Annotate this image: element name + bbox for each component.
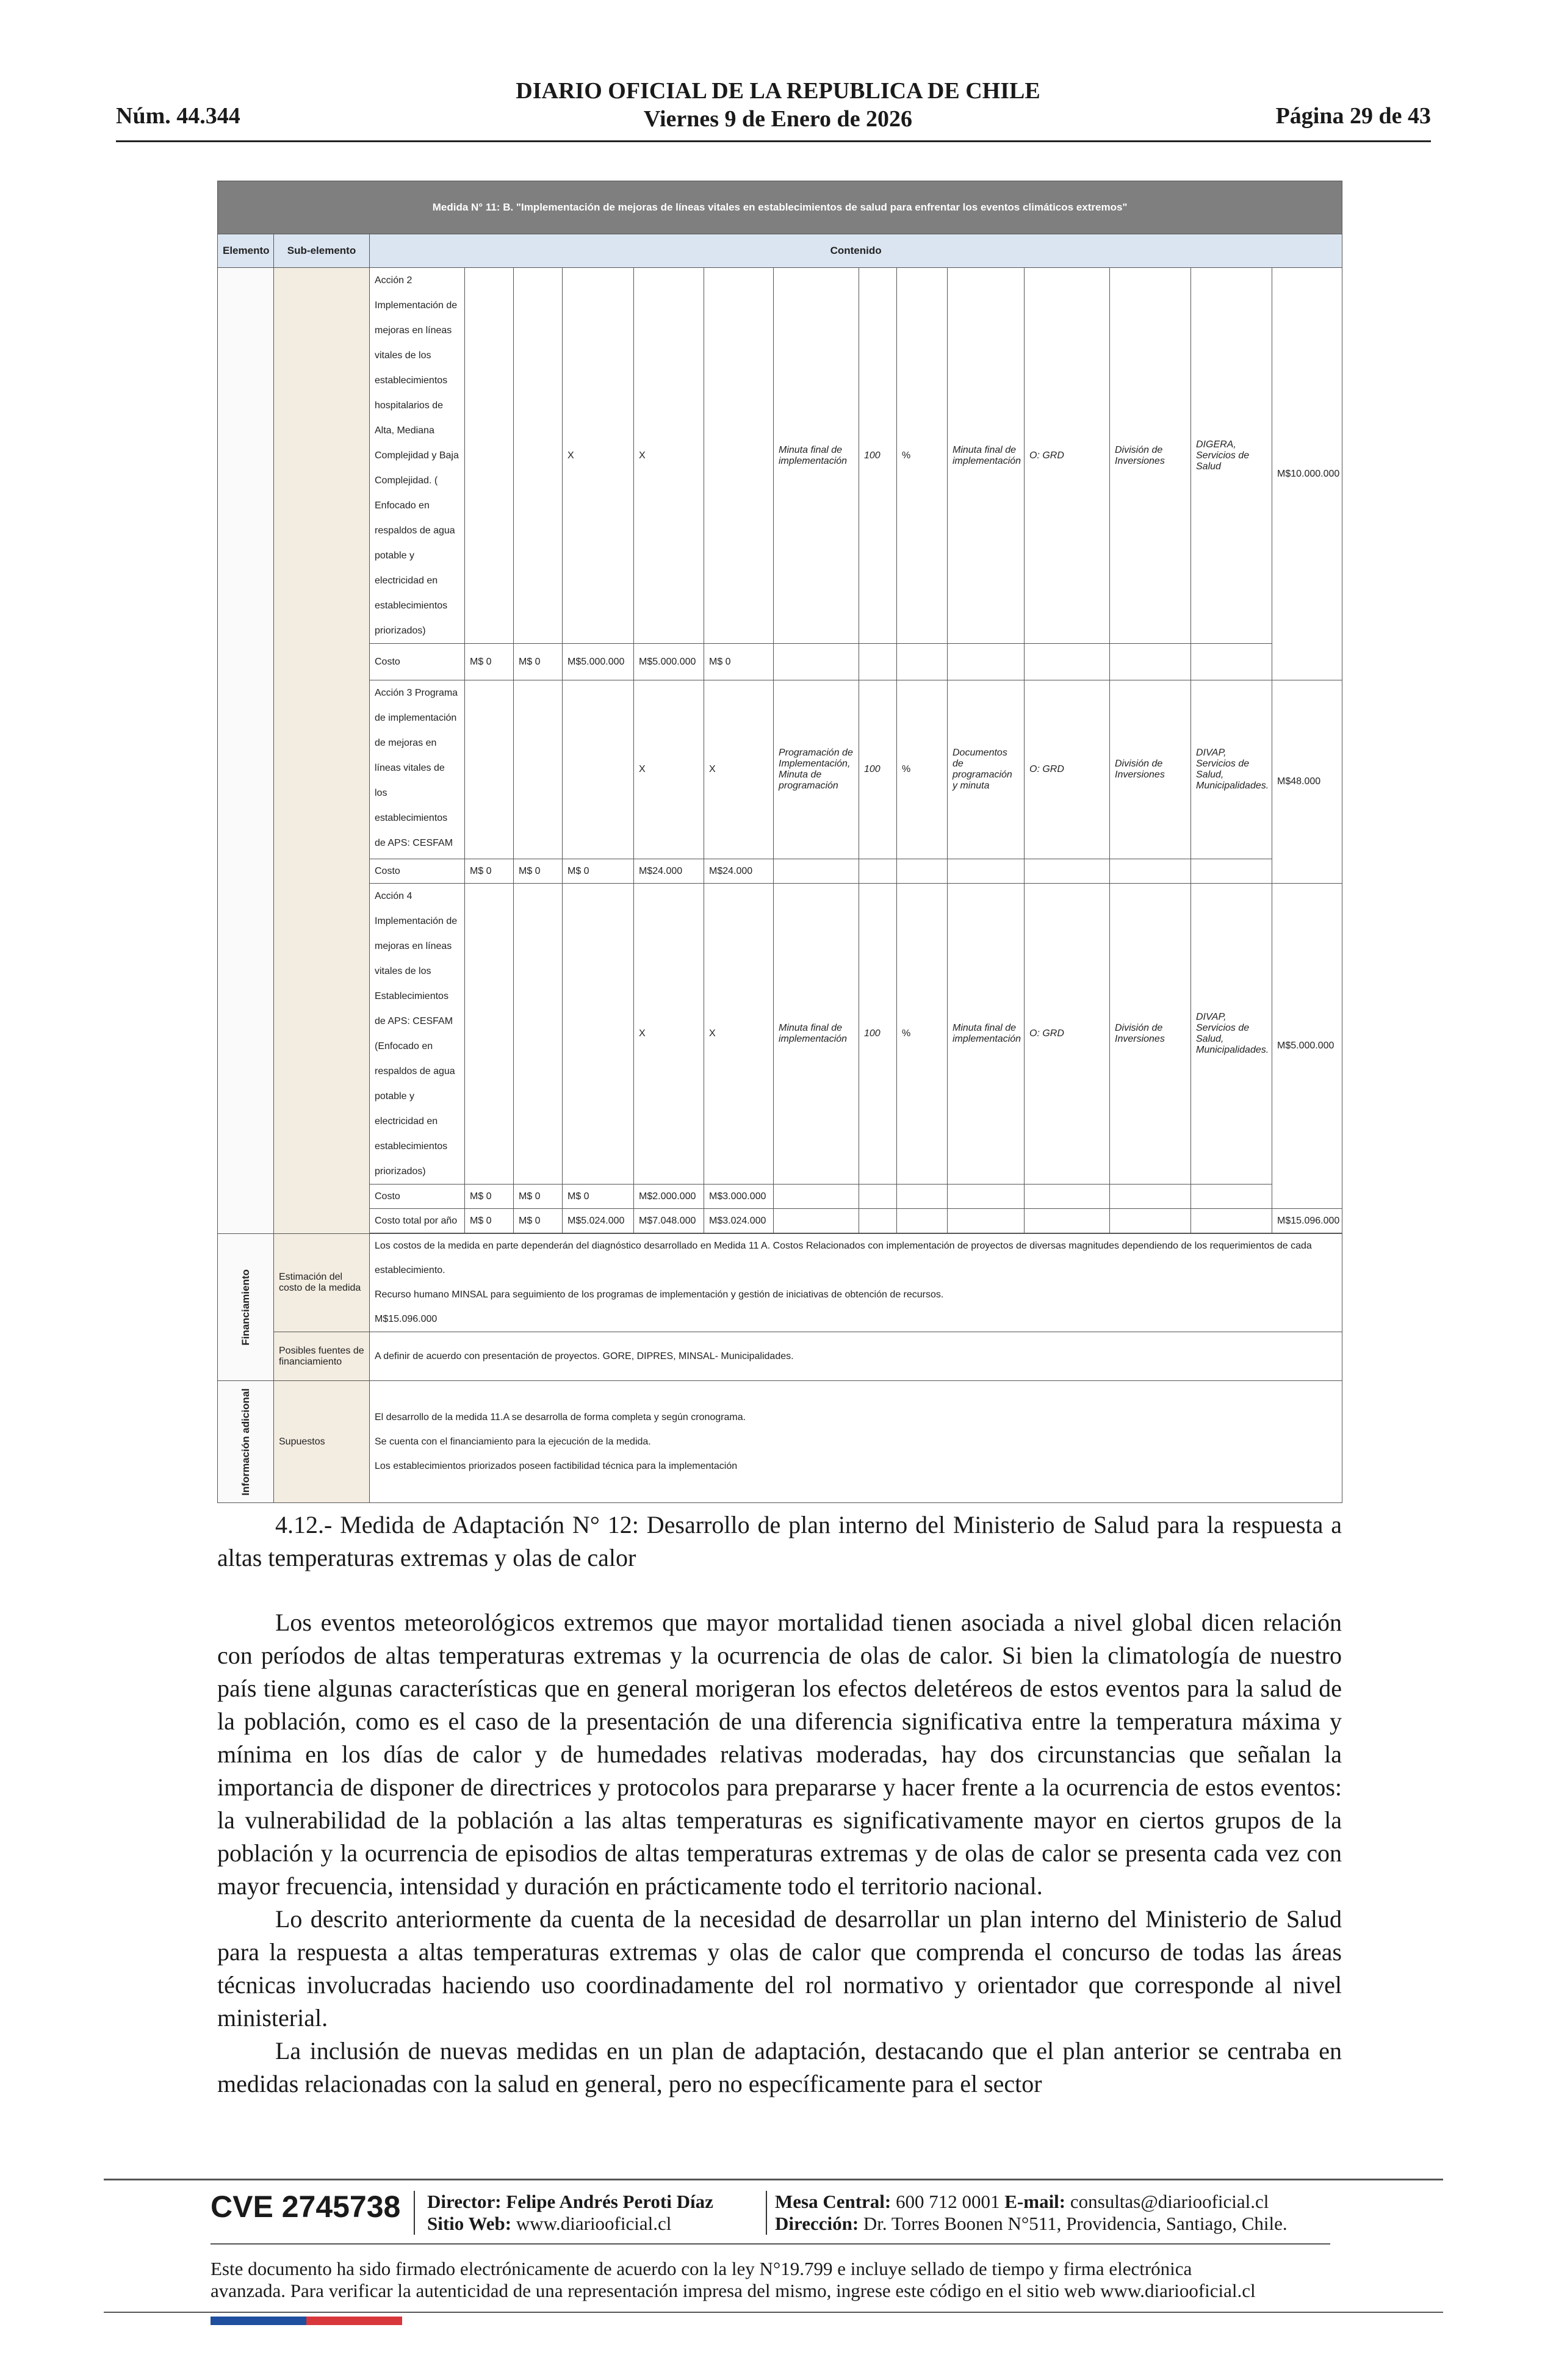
col-contenido: Contenido xyxy=(370,234,1342,268)
director-label: Director: xyxy=(427,2191,502,2212)
email-link[interactable]: consultas@diariooficial.cl xyxy=(1070,2191,1269,2212)
table-row xyxy=(218,859,1342,884)
issue-number: Núm. 44.344 xyxy=(116,103,240,129)
table-row xyxy=(218,1234,1342,1332)
entities: DIVAP, Servicios de Salud, Municipalidades. xyxy=(1191,680,1272,859)
financiamiento-cell xyxy=(218,1234,274,1381)
cost-cell: M$ 0 xyxy=(465,644,514,680)
footer-divider xyxy=(104,2312,1443,2313)
indicator: Minuta final de implementación xyxy=(774,268,859,644)
indicator: Minuta final de implementación xyxy=(774,884,859,1185)
supuesto-line: Se cuenta con el financiamiento para la ejecución de la medida. xyxy=(375,1436,651,1447)
estimacion-text: Los costos de la medida en parte dependerán del diagnóstico desarrollado en Medida 11 A. Costos Relacionados con implementación de proyectos de diversas magnitudes dependiendo de los requerimientos de cada establecimiento. xyxy=(375,1241,1312,1275)
cost-cell: M$ 0 xyxy=(563,1185,634,1209)
year-cell xyxy=(514,884,563,1185)
grand-total: M$15.096.000 xyxy=(1272,1209,1342,1233)
target: 100 xyxy=(859,268,897,644)
total-cell: M$ 0 xyxy=(514,1209,563,1233)
entities: DIGERA, Servicios de Salud xyxy=(1191,268,1272,644)
estimacion-text: Recurso humano MINSAL para seguimiento de los programas de implementación y gestión de iniciativas de obtención de recursos. xyxy=(375,1289,944,1300)
elemento-empty xyxy=(218,268,274,1234)
table-title: Medida N° 11: B. "Implementación de mejoras de líneas vitales en establecimientos de salud para enfrentar los eventos climáticos extremos" xyxy=(218,181,1342,234)
cost-cell: M$ 0 xyxy=(465,859,514,884)
cost-cell: M$24.000 xyxy=(704,859,774,884)
table-row xyxy=(218,884,1342,1185)
fuentes-text: A definir de acuerdo con presentación de proyectos. GORE, DIPRES, MINSAL- Municipalidades. xyxy=(370,1332,1342,1381)
cost-cell: M$ 0 xyxy=(704,644,774,680)
action-name: Acción 4 Implementación de mejoras en líneas vitales de los Establecimientos de APS: CESFAM (Enfocado en respaldos de agua potable y electricidad en establecimientos priorizados) xyxy=(370,884,465,1185)
supuestos-content xyxy=(370,1381,1342,1503)
header-divider xyxy=(116,140,1431,142)
fuentes-label: Posibles fuentes de financiamiento xyxy=(274,1332,370,1381)
table-row xyxy=(218,1381,1342,1503)
cost-cell: M$24.000 xyxy=(634,859,704,884)
col-subelemento: Sub-elemento xyxy=(274,234,370,268)
web-link[interactable]: www.diariooficial.cl xyxy=(516,2213,672,2234)
cost-cell: M$3.000.000 xyxy=(704,1185,774,1209)
total-cell: M$ 0 xyxy=(465,1209,514,1233)
subelemento-empty xyxy=(274,268,370,1234)
year-cell xyxy=(465,680,514,859)
year-cell xyxy=(563,884,634,1185)
footer-divider xyxy=(211,2243,1330,2245)
page-number: Página 29 de 43 xyxy=(1275,103,1431,129)
cost-cell: M$ 0 xyxy=(514,1185,563,1209)
verification: Minuta final de implementación xyxy=(948,268,1025,644)
division: División de Inversiones xyxy=(1110,680,1191,859)
cost-cell: M$2.000.000 xyxy=(634,1185,704,1209)
direccion-text: Dr. Torres Boonen N°511, Providencia, Santiago, Chile. xyxy=(863,2213,1288,2234)
footer-legal xyxy=(211,2258,1339,2302)
mesa-phone: 600 712 0001 xyxy=(896,2191,1000,2212)
legal-line: Este documento ha sido firmado electrónicamente de acuerdo con la ley N°19.799 e incluye sellado de tiempo y firma electrónica xyxy=(211,2258,1192,2279)
cve-code: CVE 2745738 xyxy=(211,2190,401,2224)
supuesto-line: Los establecimientos priorizados poseen factibilidad técnica para la implementación xyxy=(375,1460,738,1471)
legal-line: avanzada. Para verificar la autenticidad de una representación impresa del mismo, ingrese este código en el sitio web www.diariooficial.cl xyxy=(211,2280,1256,2301)
table-row xyxy=(218,1332,1342,1381)
estimacion-text: M$15.096.000 xyxy=(375,1314,438,1324)
budget: M$5.000.000 xyxy=(1272,884,1342,1209)
supuestos-label: Supuestos xyxy=(274,1381,370,1503)
unit: % xyxy=(897,680,948,859)
estimacion-content xyxy=(370,1234,1342,1332)
supuesto-line: El desarrollo de la medida 11.A se desarrolla de forma completa y según cronograma. xyxy=(375,1412,746,1423)
table-row xyxy=(218,644,1342,680)
target: 100 xyxy=(859,884,897,1185)
footer-divider xyxy=(104,2179,1443,2180)
responsible: O: GRD xyxy=(1025,680,1110,859)
paragraph: La inclusión de nuevas medidas en un plan de adaptación, destacando que el plan anterior se centraba en medidas relacionadas con la salud en general, pero no específicamente para el sector xyxy=(217,2037,1342,2097)
table-row xyxy=(218,680,1342,859)
year-cell xyxy=(704,268,774,644)
year-cell xyxy=(514,680,563,859)
division: División de Inversiones xyxy=(1110,268,1191,644)
direccion-label: Dirección: xyxy=(775,2213,859,2234)
year-cell: X xyxy=(704,680,774,859)
email-label: E-mail: xyxy=(1004,2191,1066,2212)
year-cell xyxy=(514,268,563,644)
year-cell xyxy=(563,680,634,859)
entities: DIVAP, Servicios de Salud, Municipalidades. xyxy=(1191,884,1272,1185)
info-label: Información adicional xyxy=(239,1388,251,1496)
flag-stripe-red xyxy=(306,2317,402,2325)
cost-label: Costo xyxy=(370,644,465,680)
issue-date: Viernes 9 de Enero de 2026 xyxy=(643,106,913,132)
responsible: O: GRD xyxy=(1025,884,1110,1185)
web-label: Sitio Web: xyxy=(427,2213,512,2234)
year-cell xyxy=(465,884,514,1185)
section-heading-text: 4.12.- Medida de Adaptación N° 12: Desarrollo de plan interno del Ministerio de Salud para la respuesta a altas temperaturas extremas y olas de calor xyxy=(217,1511,1342,1571)
cost-cell: M$ 0 xyxy=(465,1185,514,1209)
paragraph: Lo descrito anteriormente da cuenta de la necesidad de desarrollar un plan interno del Ministerio de Salud para la respuesta a altas temperaturas extremas y olas de calor que comprenda el concurso de todas las áreas técnicas involucradas haciendo uso coordinadamente del rol normativo y orientador que corresponde al nivel ministerial. xyxy=(217,1905,1342,2032)
footer-director-block xyxy=(427,2191,713,2235)
cost-cell: M$ 0 xyxy=(514,859,563,884)
year-cell xyxy=(465,268,514,644)
action-name: Acción 2 Implementación de mejoras en líneas vitales de los establecimientos hospitalarios de Alta, Mediana Complejidad y Baja Complejidad. ( Enfocado en respaldos de agua potable y electricidad en establecimientos priorizados) xyxy=(370,268,465,644)
verification: Minuta final de implementación xyxy=(948,884,1025,1185)
measure-table xyxy=(217,181,1342,1496)
budget: M$48.000 xyxy=(1272,680,1342,884)
table-row xyxy=(218,268,1342,644)
cost-label: Costo xyxy=(370,1185,465,1209)
financiamiento-label: Financiamiento xyxy=(239,1269,251,1346)
newspaper-name: DIARIO OFICIAL DE LA REPUBLICA DE CHILE xyxy=(516,78,1040,104)
footer-separator xyxy=(414,2191,415,2235)
cost-cell: M$ 0 xyxy=(514,644,563,680)
unit: % xyxy=(897,884,948,1185)
indicator: Programación de Implementación, Minuta de programación xyxy=(774,680,859,859)
year-cell: X xyxy=(634,884,704,1185)
budget: M$10.000.000 xyxy=(1272,268,1342,680)
year-cell: X xyxy=(704,884,774,1185)
total-label: Costo total por año xyxy=(370,1209,465,1233)
verification: Documentos de programación y minuta xyxy=(948,680,1025,859)
action-name: Acción 3 Programa de implementación de mejoras en líneas vitales de los establecimientos de APS: CESFAM xyxy=(370,680,465,859)
col-elemento: Elemento xyxy=(218,234,274,268)
flag-stripe-blue xyxy=(211,2317,306,2325)
year-cell: X xyxy=(634,268,704,644)
year-cell: X xyxy=(563,268,634,644)
mesa-label: Mesa Central: xyxy=(775,2191,891,2212)
body-text xyxy=(217,1606,1342,2101)
division: División de Inversiones xyxy=(1110,884,1191,1185)
target: 100 xyxy=(859,680,897,859)
paragraph: Los eventos meteorológicos extremos que mayor mortalidad tienen asociada a nivel global dicen relación con períodos de altas temperaturas extremas y la ocurrencia de olas de calor. Si bien la climatología de nuestro país tiene algunas características que en general morigeran los efectos deletéreos de estos eventos para la salud de la población, como es el caso de la presentación de una diferencia significativa entre la temperatura máxima y mínima en los días de calor y de humedades relativas moderadas, hay dos circunstancias que señalan la importancia de disponer de directrices y protocolos para prepararse y hacer frente a la ocurrencia de estos eventos: la vulnerabilidad de la población a las altas temperaturas es significativamente mayor en ciertos grupos de la población y la ocurrencia de episodios de altas temperaturas extremas y de olas de calor se presenta cada vez con mayor frecuencia, intensidad y duración en prácticamente todo el territorio nacional. xyxy=(217,1609,1342,1900)
cost-label: Costo xyxy=(370,859,465,884)
estimacion-label: Estimación del costo de la medida xyxy=(274,1234,370,1332)
table-row xyxy=(218,1185,1342,1209)
section-heading xyxy=(217,1509,1342,1574)
cost-cell: M$ 0 xyxy=(563,859,634,884)
cost-cell: M$5.000.000 xyxy=(634,644,704,680)
responsible: O: GRD xyxy=(1025,268,1110,644)
year-cell: X xyxy=(634,680,704,859)
total-row xyxy=(218,1209,1342,1233)
director-name: Felipe Andrés Peroti Díaz xyxy=(506,2191,713,2212)
total-cell: M$5.024.000 xyxy=(563,1209,634,1233)
unit: % xyxy=(897,268,948,644)
footer-contact-block xyxy=(775,2191,1288,2235)
cost-cell: M$5.000.000 xyxy=(563,644,634,680)
info-cell xyxy=(218,1381,274,1503)
total-cell: M$3.024.000 xyxy=(704,1209,774,1233)
footer-separator xyxy=(766,2191,767,2235)
total-cell: M$7.048.000 xyxy=(634,1209,704,1233)
